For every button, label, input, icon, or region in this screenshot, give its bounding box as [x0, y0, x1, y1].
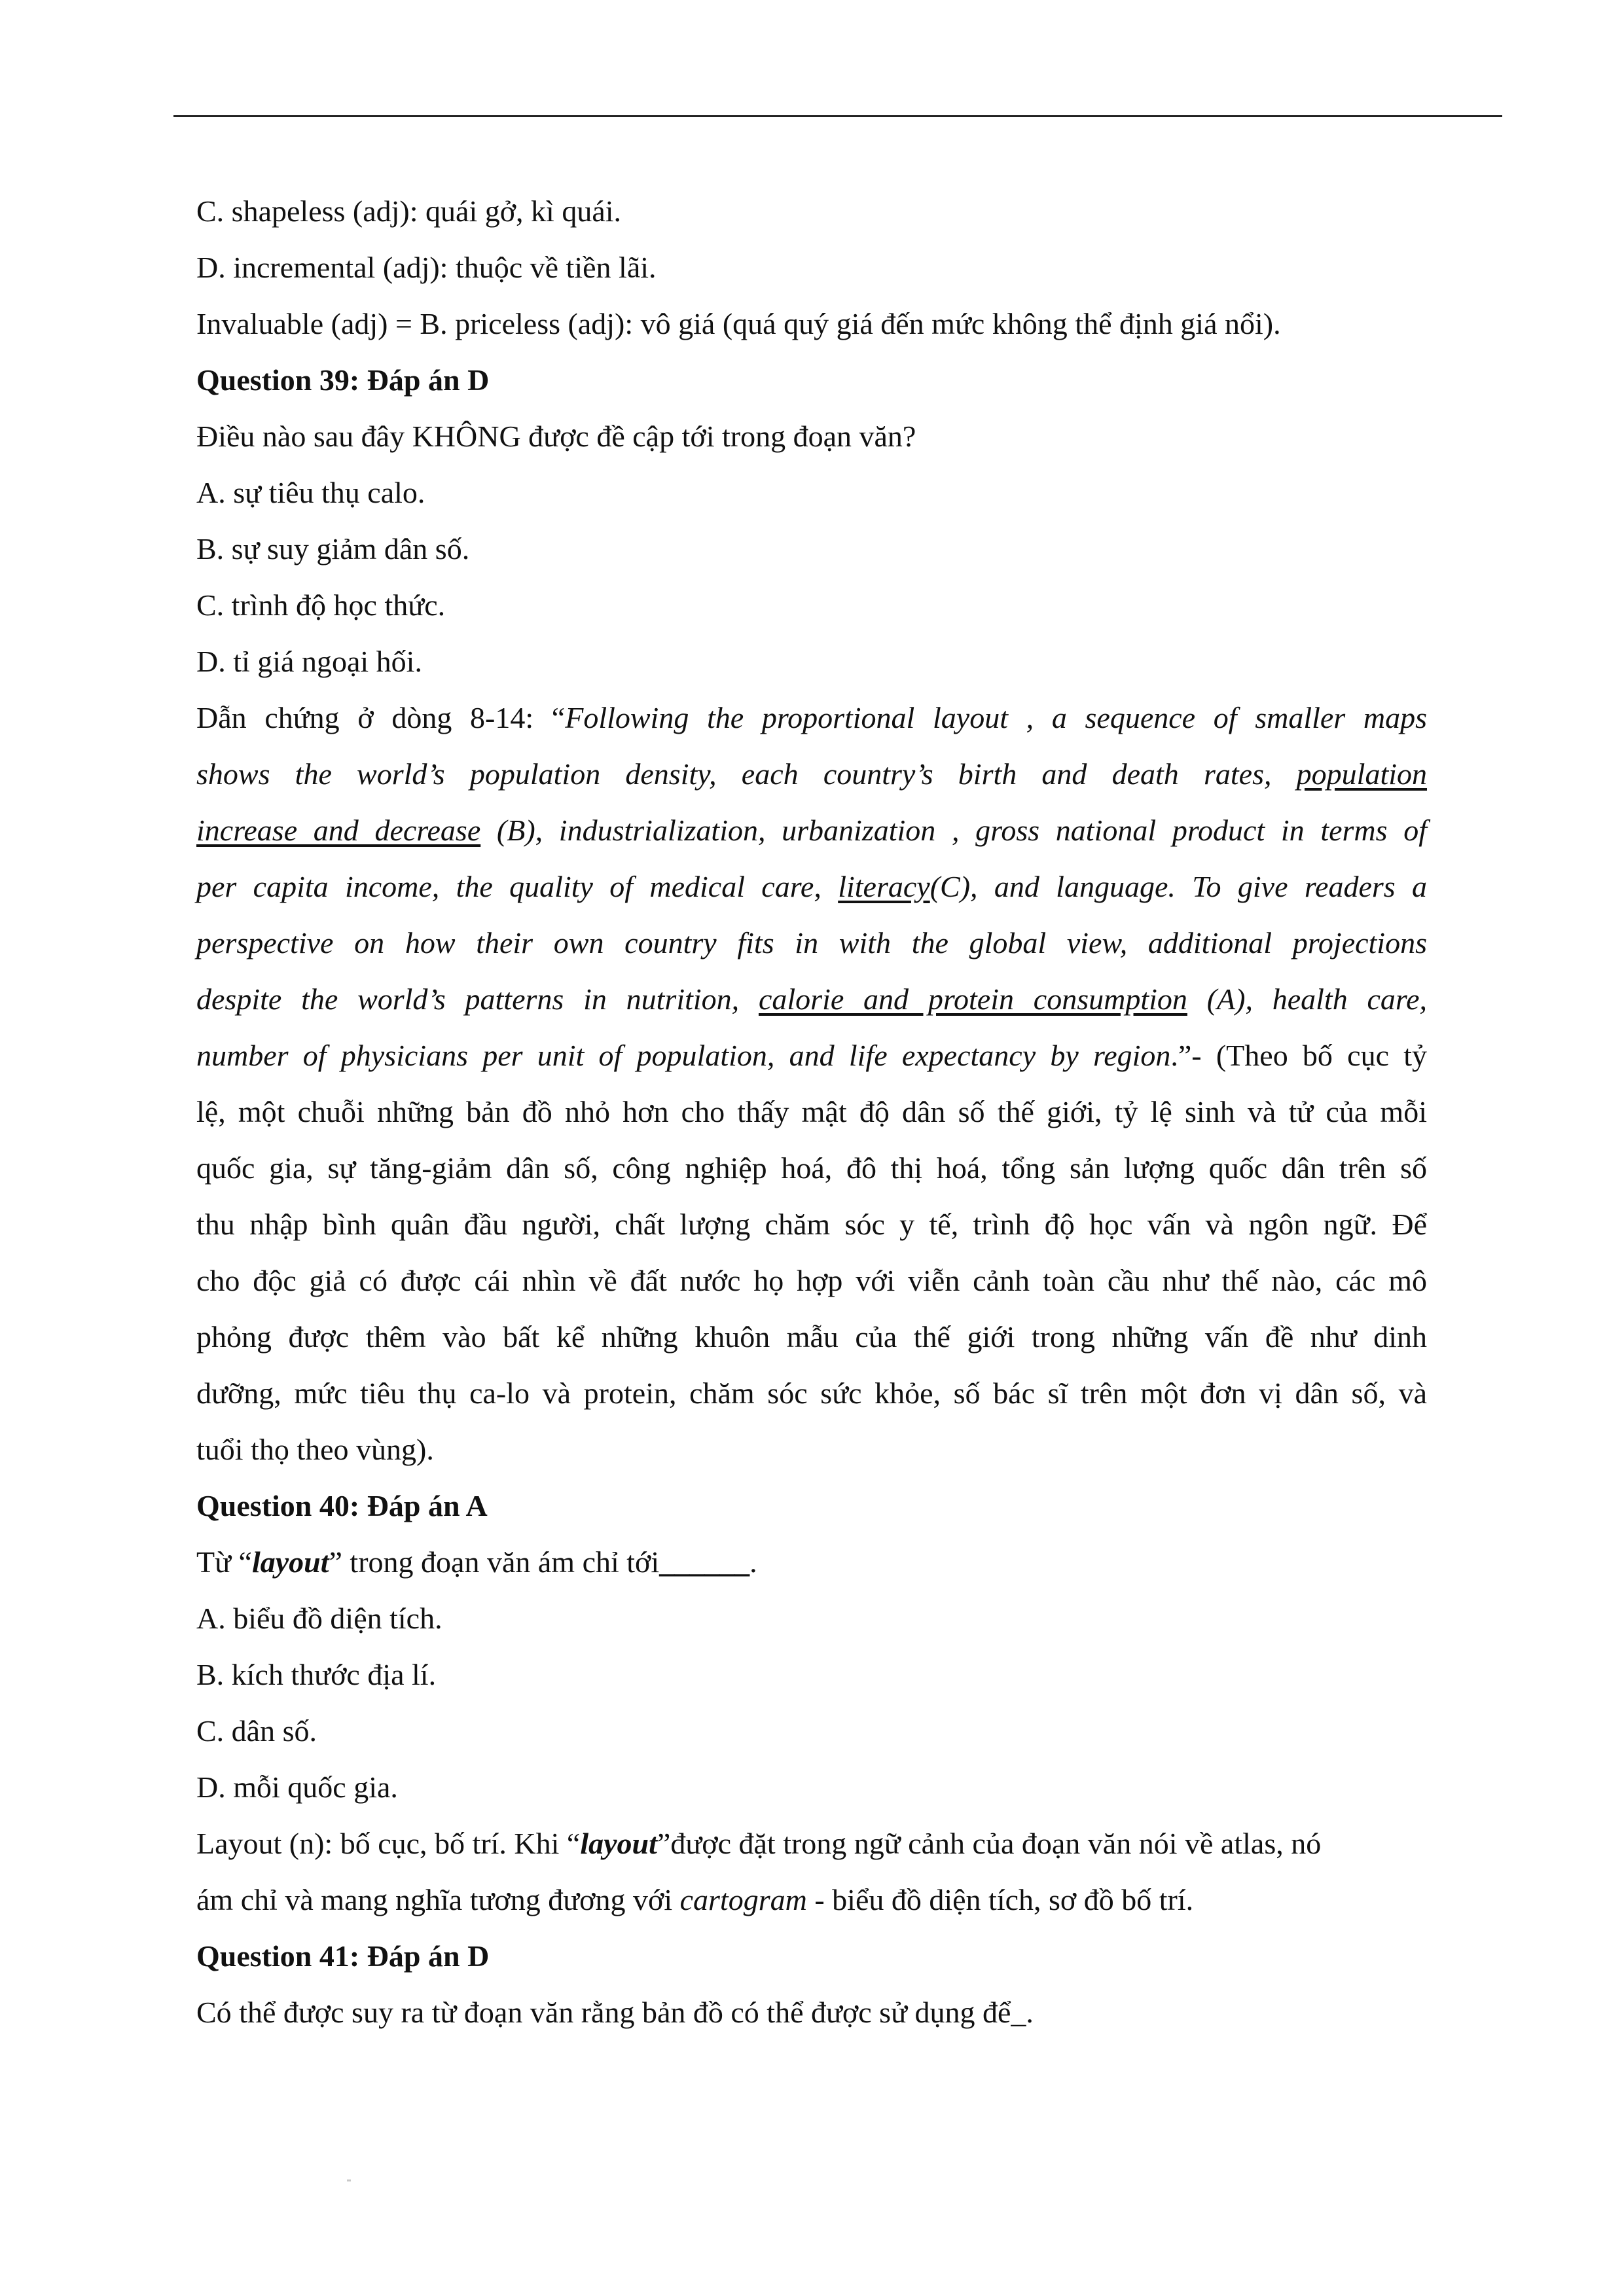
translation-line-6: dưỡng, mức tiêu thụ ca-lo và protein, chăm sóc sức khỏe, số bác sĩ trên một đơn vị dân số, và — [196, 1376, 1427, 1410]
option-d-incremental: D. incremental (adj): thuộc về tiền lãi. — [196, 251, 657, 284]
q40-explanation-text: ám chỉ và mang nghĩa tương đương với — [196, 1883, 673, 1916]
evidence-line-5: perspective on how their own country fits in with the global view, additional projections — [196, 926, 1427, 960]
evidence-quote: shows the world’s population density, each country’s birth and death rates, — [196, 757, 1272, 791]
translation-line-1: lệ, một chuỗi những bản đồ nhỏ hơn cho thấy mật độ dân số thế giới, tỷ lệ sinh và tử của mỗi — [196, 1095, 1427, 1128]
evidence-line-7 — [196, 1028, 1427, 1084]
q40-explanation-1 — [196, 1816, 1427, 1872]
evidence-quote: (C), and language. To give readers a — [929, 870, 1428, 903]
q39-heading: Question 39: Đáp án D — [196, 363, 490, 397]
translation-line-4: cho độc giả có được cái nhìn về đất nước họ hợp với viễn cảnh toàn cầu như thế nào, các mô — [196, 1264, 1427, 1297]
underlined-phrase: literacy — [838, 870, 930, 903]
q39-question: Điều nào sau đây KHÔNG được đề cập tới trong đoạn văn? — [196, 420, 916, 453]
option-c-shapeless: C. shapeless (adj): quái gở, kì quái. — [196, 194, 622, 228]
answer-blank: ______ — [659, 1545, 750, 1579]
q41-question: Có thể được suy ra từ đoạn văn rằng bản đồ có thể được sử dụng để_. — [196, 1996, 1034, 2029]
header-rule — [173, 115, 1502, 117]
evidence-line-3 — [196, 802, 1427, 859]
q40-question — [196, 1534, 1427, 1590]
q41-heading: Question 41: Đáp án D — [196, 1939, 490, 1973]
evidence-quote: (B), industrialization, urbanization , gross national product in terms of — [496, 814, 1427, 847]
evidence-line-4 — [196, 859, 1427, 915]
invaluable-definition: Invaluable (adj) = B. priceless (adj): vô giá (quá quý giá đến mức không thể định giá nổi). — [196, 307, 1281, 340]
evidence-quote: number of physicians per unit of population, and life expectancy by region — [196, 1039, 1171, 1072]
q40-option-c: C. dân số. — [196, 1714, 317, 1748]
underlined-phrase: increase and decrease — [196, 814, 481, 847]
q39-option-c: C. trình độ học thức. — [196, 588, 446, 622]
evidence-quote: (A), health care, — [1206, 982, 1428, 1016]
q40-question-text: ” trong đoạn văn ám chỉ tới — [329, 1545, 660, 1579]
underlined-phrase: calorie and protein consumption — [758, 982, 1187, 1016]
translation-line-5: phỏng được thêm vào bất kể những khuôn mẫu của thế giới trong những vấn đề như dinh — [196, 1320, 1427, 1354]
translation-line-7: tuổi thọ theo vùng). — [196, 1433, 434, 1466]
q39-option-b: B. sự suy giảm dân số. — [196, 532, 470, 565]
q40-explanation-text: Layout (n): bố cục, bố trí. Khi “ — [196, 1827, 581, 1860]
underlined-phrase: population — [1296, 757, 1428, 791]
translation-start: .”- (Theo bố cục tỷ — [1170, 1039, 1427, 1072]
evidence-line-1 — [196, 690, 1427, 746]
document-body — [196, 183, 1427, 2041]
q40-keyword: layout — [580, 1827, 657, 1860]
q40-explanation-2 — [196, 1872, 1427, 1928]
q40-explanation-text: - biểu đồ diện tích, sơ đồ bố trí. — [814, 1883, 1194, 1916]
q40-question-text: Từ “ — [196, 1545, 252, 1579]
evidence-quote: Following the proportional layout , a sequence of smaller maps — [565, 701, 1428, 734]
evidence-quote: per capita income, the quality of medical care, — [196, 870, 821, 903]
q40-keyword: layout — [251, 1545, 329, 1579]
q40-heading: Question 40: Đáp án A — [196, 1489, 488, 1522]
evidence-line-6 — [196, 971, 1427, 1028]
cartogram-term: cartogram — [679, 1883, 807, 1916]
q40-option-b: B. kích thước địa lí. — [196, 1658, 437, 1691]
q40-option-a: A. biểu đồ diện tích. — [196, 1602, 442, 1635]
q39-option-d: D. tỉ giá ngoại hối. — [196, 645, 422, 678]
translation-line-3: thu nhập bình quân đầu người, chất lượng chăm sóc y tế, trình độ học vấn và ngôn ngữ. Để — [196, 1208, 1427, 1241]
q40-option-d: D. mỗi quốc gia. — [196, 1770, 398, 1804]
evidence-quote: despite the world’s patterns in nutrition, — [196, 982, 740, 1016]
q39-option-a: A. sự tiêu thụ calo. — [196, 476, 425, 509]
scan-speck — [347, 2179, 351, 2181]
q40-explanation-text: ”được đặt trong ngữ cảnh của đoạn văn nói về atlas, nó — [657, 1827, 1322, 1860]
evidence-prefix: Dẫn chứng ở dòng 8-14: “ — [196, 701, 566, 734]
translation-line-2: quốc gia, sự tăng-giảm dân số, công nghiệp hoá, đô thị hoá, tổng sản lượng quốc dân trên số — [196, 1151, 1427, 1185]
evidence-line-2 — [196, 746, 1427, 802]
q40-question-end: . — [749, 1545, 757, 1579]
